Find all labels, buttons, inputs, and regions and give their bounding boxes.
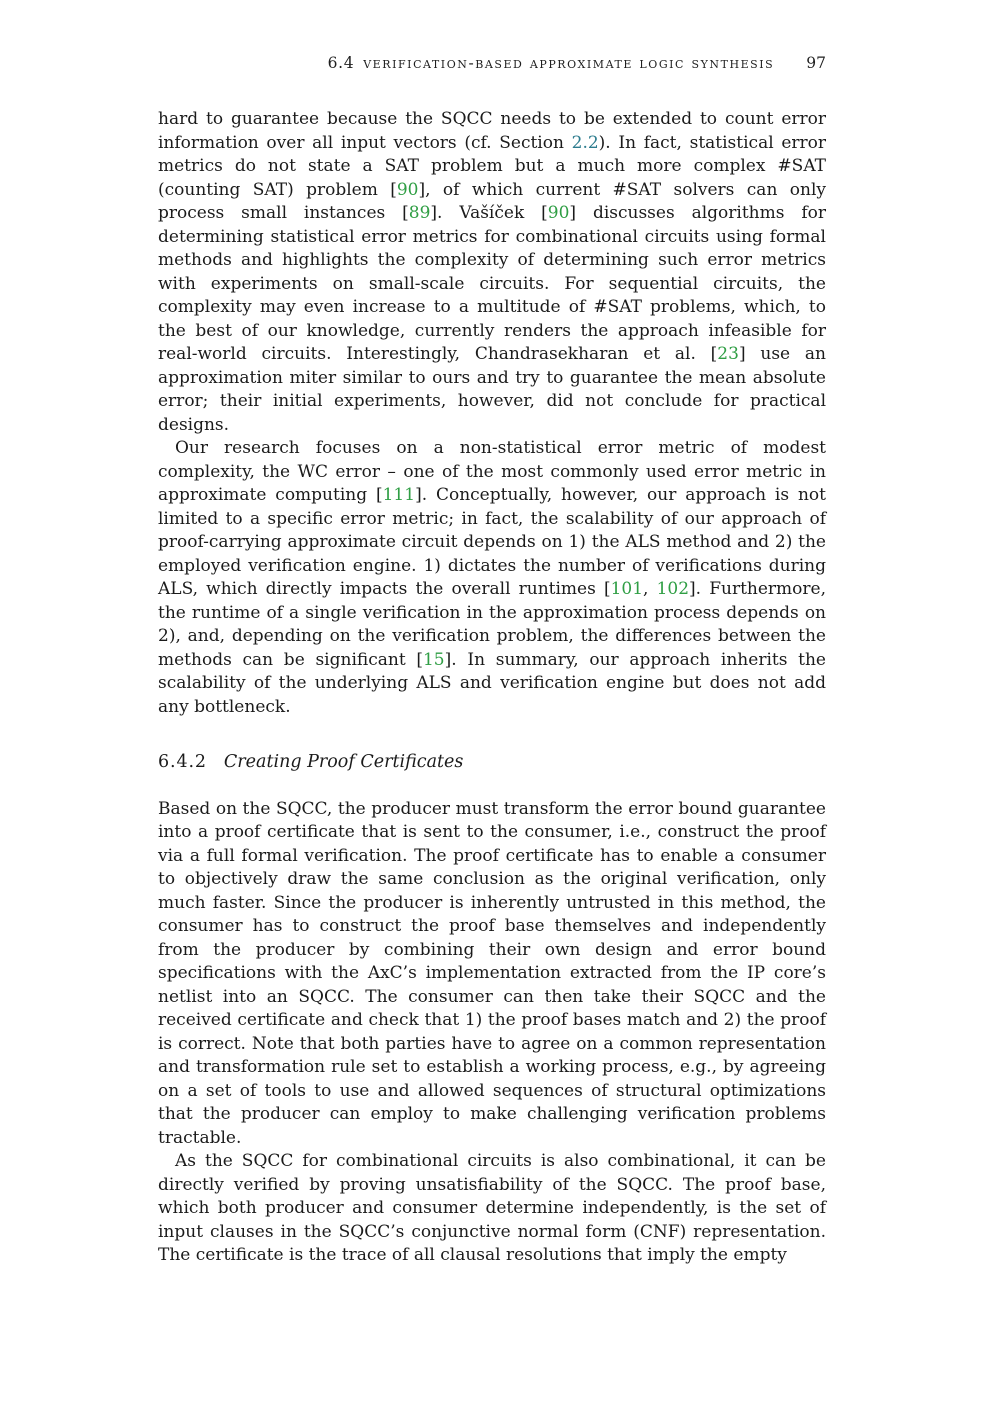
subsection-title: Creating Proof Certificates: [223, 752, 464, 772]
subsection-number: 6.4.2: [158, 752, 207, 772]
citation-link[interactable]: 101: [610, 579, 644, 599]
text-run: Our research focuses on a non-statistical error metric of modest complexity, the WC error – one of the most commonly used error metric in approximate computing [: [158, 438, 826, 505]
text-run: ). In fact, statistical error metrics do not state a SAT problem but a much more complex #SAT (counting SAT) problem [: [158, 132, 826, 200]
citation-link[interactable]: 102: [656, 579, 690, 599]
citation-link[interactable]: 90: [547, 203, 570, 223]
citation-link[interactable]: 23: [717, 344, 739, 364]
text-run: As the SQCC for combinational circuits is also combinational, it can be directly verified by proving unsatisfiability of the SQCC. The proof base, which both producer and consumer determine independently, is the set of input clauses in the SQCC’s conjunctive normal form (CNF) representation. The certificate is the trace of all clausal resolutions that imply the empty: [158, 1151, 826, 1265]
text-run: ]. Vašíček [: [430, 203, 548, 223]
text-run: Based on the SQCC, the producer must transform the error bound guarantee into a proof certificate that is sent to the consumer, i.e., construct the proof via a full formal verification. The proof certificate has to enable a consumer to objectively draw the same conclusion as the original verification, only much faster. Since the producer is inherently untrusted in this method, the consumer has to construct the proof base themselves and independently from the producer by combining their own design and error bound specifications with the AxC’s implementation extracted from the IP core’s netlist into an SQCC. The consumer can then take their SQCC and the received certificate and check that 1) the proof bases match and 2) the proof is correct. Note that both parties have to agree on a common representation and transformation rule set to establish a working process, e.g., by agreeing on a set of tools to use and allowed sequences of structural optimizations that the producer can employ to make challenging verification problems tractable.: [158, 798, 826, 1148]
running-header: [158, 54, 826, 72]
paragraph: [158, 1150, 826, 1268]
text-run: ] discusses algorithms for determining statistical error metrics for combinational circuits using formal methods and highlights the complexity of determining such error metrics with experiments on small-scale circuits. For sequential circuits, the complexity may even increase to a multitude of #SAT problems, which, to the best of our knowledge, currently renders the approach infeasible for real-world circuits. Interestingly, Chandrasekharan et al. [: [158, 203, 827, 364]
citation-link[interactable]: 15: [422, 649, 445, 670]
text-run: ]. Conceptually, however, our approach is not limited to a specific error metric; in fact, the scalability of our approach of proof-carrying approximate circuit depends on 1) the ALS method and 2) the employed verification engine. 1) dictates the number of verifications during ALS, which directly impacts the overall runtimes [: [158, 485, 826, 599]
citation-link[interactable]: 89: [408, 203, 431, 223]
text-run: ], of which current #SAT solvers can only process small instances [: [158, 179, 826, 223]
text-run: hard to guarantee because the SQCC needs to be extended to count error information over all input vectors (cf. Section: [158, 109, 826, 153]
text-run: ] use an approximation miter similar to ours and try to guarantee the mean absolute error; their initial experiments, however, did not conclude for practical designs.: [158, 344, 826, 435]
paragraph: [158, 798, 826, 1151]
citation-link[interactable]: 111: [382, 485, 416, 505]
paragraph: [158, 108, 826, 437]
citation-link[interactable]: 90: [396, 179, 419, 200]
text-run: ]. In summary, our approach inherits the scalability of the underlying ALS and verification engine but does not add any bottleneck.: [158, 649, 826, 717]
page-number: 97: [806, 54, 826, 72]
header-section-number: 6.4: [327, 54, 355, 72]
text-run: ]. Furthermore, the runtime of a single verification in the approximation process depends on 2), and, depending on the verification problem, the differences between the methods can be significant [: [158, 579, 826, 670]
body-text: [158, 108, 826, 1268]
paragraph: [158, 437, 826, 719]
header-section-title: verification-based approximate logic synthesis: [363, 54, 775, 72]
text-run: ,: [643, 579, 657, 599]
section-ref-link[interactable]: 2.2: [571, 132, 599, 153]
subsection-heading: [158, 751, 826, 775]
